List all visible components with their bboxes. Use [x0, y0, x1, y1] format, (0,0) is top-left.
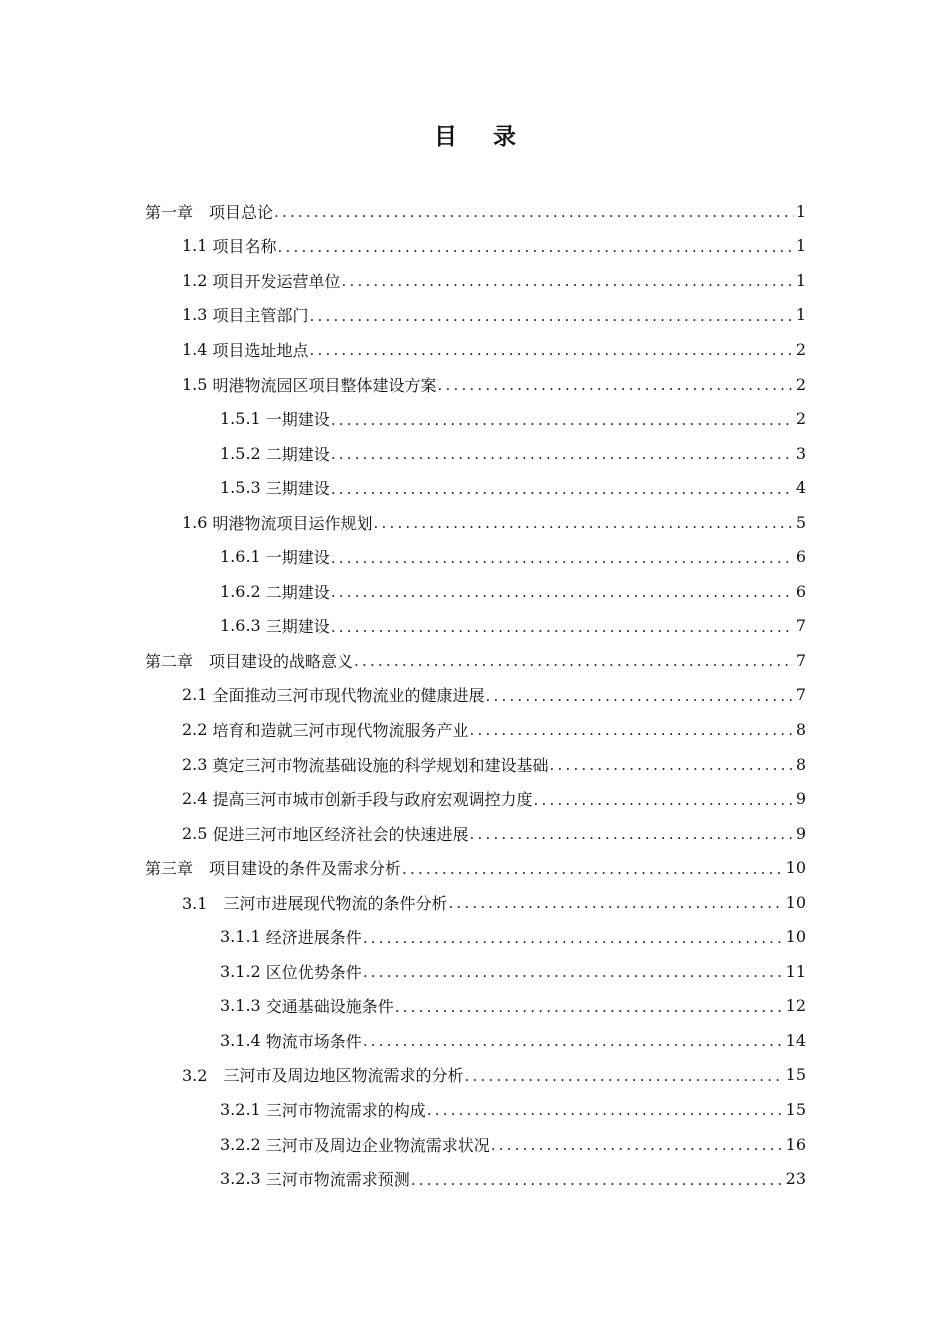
toc-entry[interactable]: [0, 1058, 806, 1093]
toc-entry[interactable]: [0, 850, 806, 885]
toc-entry-number: 1.5: [182, 374, 213, 394]
toc-entry-number: 第二章: [145, 651, 210, 671]
toc-entry-number: 3.1.2: [220, 961, 266, 981]
toc-dot-leader: [363, 1032, 784, 1050]
toc-entry[interactable]: [0, 1092, 806, 1127]
toc-entry[interactable]: [0, 470, 806, 505]
toc-entry-page-number: 9: [795, 789, 806, 809]
toc-entry[interactable]: [0, 781, 806, 816]
toc-dot-leader: [363, 929, 784, 947]
toc-entry-title: 三期建设: [265, 479, 330, 499]
toc-entry-title: 三河市进展现代物流的条件分析: [223, 893, 448, 913]
toc-entry-page-number: 12: [785, 996, 806, 1016]
toc-entry-page-number: 14: [785, 1030, 806, 1050]
toc-entry[interactable]: [0, 885, 806, 920]
toc-entry-title: 一期建设: [265, 410, 330, 430]
toc-entry-number: 2.2: [182, 719, 213, 739]
toc-entry-page-number: 2: [795, 339, 806, 359]
toc-dot-leader: [278, 238, 794, 256]
toc-dot-leader: [470, 721, 794, 739]
toc-entry-title: 培育和造就三河市现代物流服务产业: [212, 720, 469, 740]
toc-entry-title: 项目开发运营单位: [212, 271, 341, 291]
toc-dot-leader: [274, 203, 794, 221]
toc-entry[interactable]: [0, 1161, 806, 1196]
toc-entry-number: 1.4: [182, 339, 213, 359]
toc-dot-leader: [342, 272, 794, 290]
toc-entry-page-number: 8: [795, 754, 806, 774]
toc-entry[interactable]: [0, 747, 806, 782]
toc-entry[interactable]: [0, 919, 806, 954]
toc-entry-page-number: 7: [795, 616, 806, 636]
toc-entry-number: 1.6.1: [220, 547, 266, 567]
toc-dot-leader: [331, 445, 794, 463]
toc-dot-leader: [310, 341, 794, 359]
toc-entry-page-number: 15: [785, 1099, 806, 1119]
toc-dot-leader: [464, 1067, 783, 1085]
toc-entry-title: 交通基础设施条件: [265, 997, 394, 1017]
toc-entry-page-number: 1: [795, 236, 806, 256]
toc-entry[interactable]: [0, 401, 806, 436]
toc-entry-title: 项目总论: [209, 202, 274, 222]
toc-entry-title: 三期建设: [265, 617, 330, 637]
toc-entry-number: 3.2.3: [220, 1169, 266, 1189]
toc-entry-title: 经济进展条件: [265, 928, 362, 948]
toc-dot-leader: [331, 618, 794, 636]
toc-dot-leader: [395, 998, 784, 1016]
toc-entry-number: 1.3: [182, 305, 213, 325]
toc-dot-leader: [411, 1171, 784, 1189]
toc-entry-title: 一期建设: [265, 548, 330, 568]
toc-dot-leader: [363, 963, 784, 981]
toc-entry-number: 2.5: [182, 823, 213, 843]
toc-entry-page-number: 23: [785, 1169, 806, 1189]
toc-entry-title: 促进三河市地区经济社会的快速进展: [212, 824, 469, 844]
toc-entry-number: 2.4: [182, 789, 213, 809]
toc-entry-page-number: 16: [785, 1134, 806, 1154]
toc-entry-title: 项目选址地点: [212, 340, 309, 360]
toc-entry-title: 物流市场条件: [265, 1031, 362, 1051]
toc-entry-page-number: 1: [795, 305, 806, 325]
toc-entry-page-number: 10: [785, 927, 806, 947]
toc-entry-title: 三河市及周边企业物流需求状况: [265, 1135, 490, 1155]
toc-entry[interactable]: [0, 367, 806, 402]
toc-entry-title: 项目建设的条件及需求分析: [209, 859, 402, 879]
toc-entry[interactable]: [0, 1127, 806, 1162]
toc-entry-number: 2.1: [182, 685, 213, 705]
toc-entry-number: 3.2: [182, 1066, 224, 1086]
toc-entry-page-number: 10: [785, 892, 806, 912]
toc-entry-number: 第三章: [145, 859, 210, 879]
toc-entry-title: 二期建设: [265, 582, 330, 602]
toc-entry-page-number: 9: [795, 823, 806, 843]
toc-entry[interactable]: [0, 1023, 806, 1058]
toc-entry-title: 项目名称: [212, 237, 277, 257]
toc-dot-leader: [438, 376, 794, 394]
toc-entry-page-number: 7: [795, 650, 806, 670]
toc-entry-page-number: 7: [795, 685, 806, 705]
toc-entry-title: 三河市物流需求预测: [265, 1170, 410, 1190]
toc-entry-number: 1.5.3: [220, 478, 266, 498]
toc-list: [0, 194, 950, 1196]
toc-entry-number: 1.1: [182, 236, 213, 256]
toc-entry-number: 第一章: [145, 202, 210, 222]
toc-entry[interactable]: [0, 989, 806, 1024]
toc-entry-number: 3.1.1: [220, 927, 266, 947]
toc-entry-title: 区位优势条件: [265, 962, 362, 982]
toc-entry-title: 三河市及周边地区物流需求的分析: [223, 1066, 464, 1086]
toc-entry-title: 明港物流项目运作规划: [212, 513, 373, 533]
toc-entry-page-number: 15: [785, 1065, 806, 1085]
toc-entry-page-number: 2: [795, 374, 806, 394]
toc-dot-leader: [550, 756, 794, 774]
toc-dot-leader: [470, 825, 794, 843]
toc-entry-title: 项目主管部门: [212, 306, 309, 326]
toc-entry-number: 1.6: [182, 512, 213, 532]
toc-entry-number: 3.1.4: [220, 1030, 266, 1050]
toc-entry-page-number: 2: [795, 409, 806, 429]
toc-dot-leader: [374, 514, 794, 532]
toc-dot-leader: [534, 791, 794, 809]
toc-entry-title: 奠定三河市物流基础设施的科学规划和建设基础: [212, 755, 549, 775]
toc-entry-number: 3.1.3: [220, 996, 266, 1016]
toc-entry[interactable]: [0, 712, 806, 747]
toc-entry-title: 三河市物流需求的构成: [265, 1100, 426, 1120]
toc-entry-title: 二期建设: [265, 444, 330, 464]
toc-entry[interactable]: [0, 298, 806, 333]
toc-entry[interactable]: [0, 574, 806, 609]
toc-entry[interactable]: [0, 954, 806, 989]
toc-dot-leader: [331, 549, 794, 567]
toc-dot-leader: [331, 411, 794, 429]
toc-entry-page-number: 6: [795, 581, 806, 601]
toc-title: 目 录: [433, 124, 530, 150]
toc-entry[interactable]: [0, 505, 806, 540]
toc-entry-title: 全面推动三河市现代物流业的健康进展: [212, 686, 485, 706]
toc-entry[interactable]: [0, 816, 806, 851]
toc-entry[interactable]: [0, 643, 806, 678]
toc-entry-number: 3.2.1: [220, 1099, 266, 1119]
toc-dot-leader: [354, 652, 794, 670]
toc-entry[interactable]: [0, 332, 806, 367]
toc-entry-number: 1.2: [182, 270, 213, 290]
toc-entry[interactable]: [0, 609, 806, 644]
toc-dot-leader: [402, 860, 784, 878]
toc-dot-leader: [310, 307, 794, 325]
toc-entry[interactable]: [0, 263, 806, 298]
toc-entry-page-number: 1: [795, 201, 806, 221]
toc-entry-title: 项目建设的战略意义: [209, 651, 354, 671]
toc-dot-leader: [486, 687, 794, 705]
toc-entry-number: 1.5.2: [220, 443, 266, 463]
toc-entry-page-number: 5: [795, 512, 806, 532]
toc-entry-page-number: 10: [785, 858, 806, 878]
toc-entry[interactable]: [0, 436, 806, 471]
toc-entry[interactable]: [0, 678, 806, 713]
toc-entry-number: 1.5.1: [220, 409, 266, 429]
toc-entry-number: 3.2.2: [220, 1134, 266, 1154]
toc-entry-number: 3.1: [182, 893, 224, 913]
toc-entry-number: 1.6.2: [220, 581, 266, 601]
toc-entry-page-number: 3: [795, 443, 806, 463]
toc-entry[interactable]: [0, 229, 806, 264]
toc-entry-page-number: 1: [795, 270, 806, 290]
toc-dot-leader: [491, 1136, 784, 1154]
toc-entry[interactable]: [0, 539, 806, 574]
toc-entry-number: 2.3: [182, 754, 213, 774]
toc-entry-number: 1.6.3: [220, 616, 266, 636]
toc-entry-page-number: 8: [795, 719, 806, 739]
toc-entry-title: 提高三河市城市创新手段与政府宏观调控力度: [212, 790, 533, 810]
toc-entry[interactable]: [0, 194, 806, 229]
toc-dot-leader: [427, 1101, 784, 1119]
toc-entry-page-number: 11: [785, 961, 806, 981]
toc-dot-leader: [331, 583, 794, 601]
toc-dot-leader: [448, 894, 783, 912]
toc-entry-page-number: 4: [795, 478, 806, 498]
toc-entry-page-number: 6: [795, 547, 806, 567]
toc-dot-leader: [331, 480, 794, 498]
toc-entry-title: 明港物流园区项目整体建设方案: [212, 375, 437, 395]
